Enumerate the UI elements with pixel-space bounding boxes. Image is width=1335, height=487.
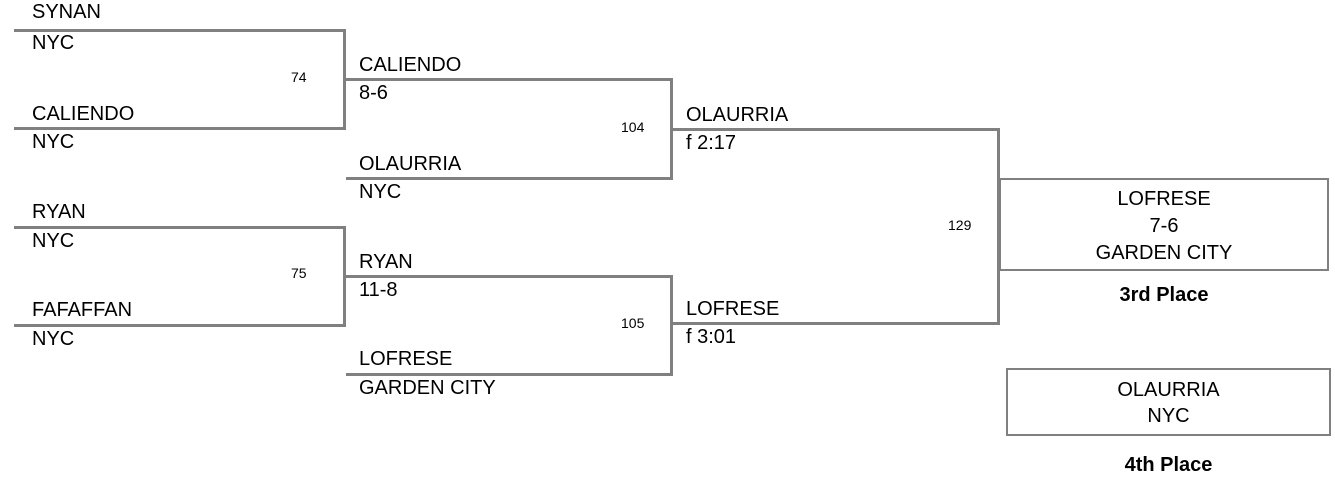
r2b-top-name: RYAN: [359, 251, 413, 273]
r2a-top-name: CALIENDO: [359, 54, 462, 76]
r2b-top-result: 11-8: [359, 279, 398, 301]
r1a-top-team: NYC: [32, 32, 75, 54]
fourth-place-team: NYC: [1147, 405, 1190, 427]
r2a-bottom-name: OLAURRIA: [359, 153, 462, 175]
r3-top-result: f 2:17: [686, 132, 737, 154]
r1a-bout-number: 74: [291, 69, 307, 85]
r2b-bottom-team: GARDEN CITY: [359, 377, 496, 399]
third-place-result: 7-6: [1149, 215, 1179, 237]
third-place-name: LOFRESE: [1117, 188, 1211, 210]
r3-top-line: [673, 128, 1000, 131]
r2a-bout-number: 104: [621, 119, 645, 135]
r3-bottom-result: f 3:01: [686, 326, 737, 348]
r1b-top-line: [14, 226, 346, 229]
r2b-bout-number: 105: [621, 315, 645, 331]
r1a-bottom-team: NYC: [32, 131, 75, 153]
fourth-place-label: 4th Place: [1124, 454, 1213, 476]
r1b-top-team: NYC: [32, 230, 75, 252]
r2a-top-result: 8-6: [359, 82, 388, 104]
r2a-bottom-line: [346, 177, 673, 180]
third-place-label: 3rd Place: [1119, 284, 1209, 306]
r2b-bottom-name: LOFRESE: [359, 348, 453, 370]
r3-bout-number: 129: [948, 217, 972, 233]
r3-top-name: OLAURRIA: [686, 104, 789, 126]
r1a-top-name: SYNAN: [32, 1, 101, 23]
r2a-top-line: [346, 78, 673, 81]
r1b-bout-number: 75: [291, 265, 307, 281]
fourth-place-name: OLAURRIA: [1117, 379, 1220, 401]
r2b-top-line: [346, 275, 673, 278]
r1b-bottom-name: FAFAFFAN: [32, 299, 133, 321]
r1b-bottom-line: [14, 324, 346, 327]
r2a-bottom-team: NYC: [359, 181, 402, 203]
r3-bottom-name: LOFRESE: [686, 298, 780, 320]
r1b-top-name: RYAN: [32, 201, 86, 223]
r1b-bottom-team: NYC: [32, 328, 75, 350]
r1a-bottom-name: CALIENDO: [32, 103, 135, 125]
r3-bottom-line: [673, 322, 1000, 325]
r1a-bottom-line: [14, 127, 346, 130]
r2b-connector: [670, 275, 673, 376]
third-place-team: GARDEN CITY: [1095, 242, 1233, 264]
r2b-bottom-line: [346, 373, 673, 376]
